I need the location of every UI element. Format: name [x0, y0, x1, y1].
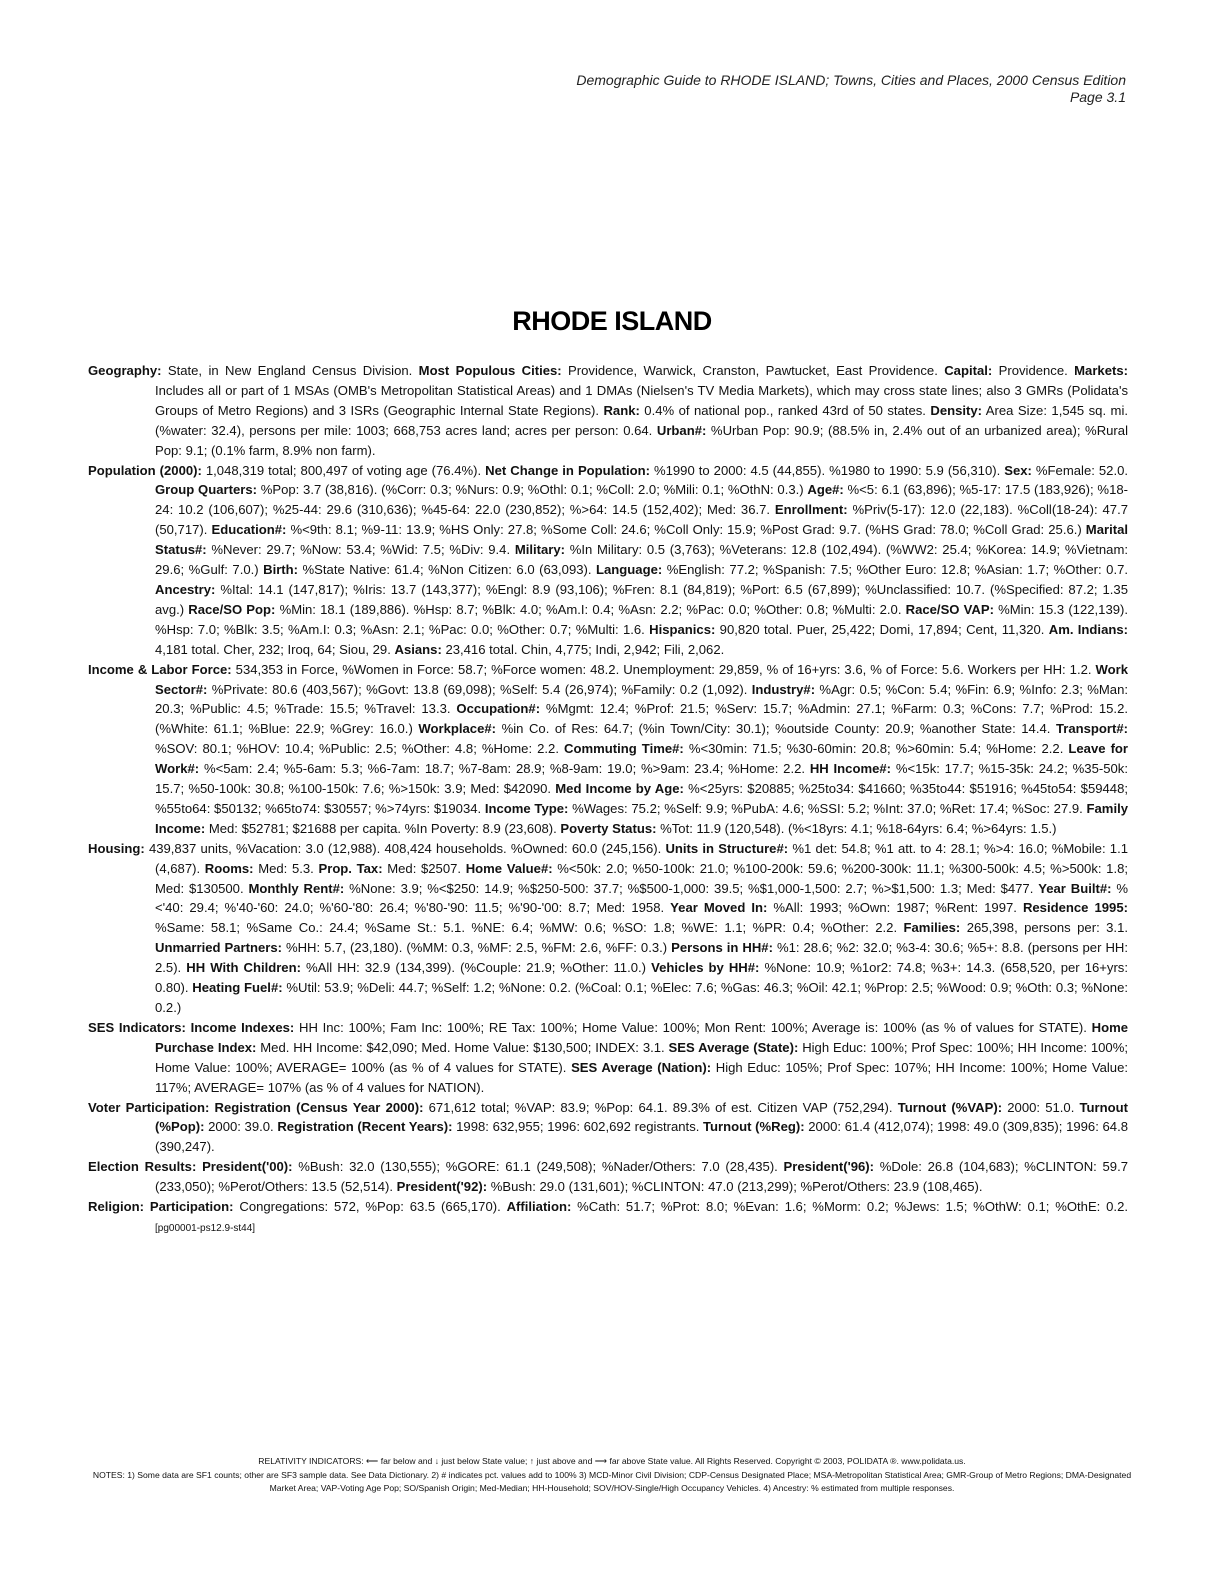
field-label: Enrollment:	[774, 502, 848, 518]
field-value: Includes all or part of 1 MSAs (OMB's Metropolitan Statistical Areas) and 1 DMAs (Nielsen's TV Media Markets), which may cross state lines; also 3 GMRs (Polidata's Groups of Metro Regions) and 3 ISRs (Geographic Internal State Regions).	[155, 382, 1128, 418]
field-value: %<5: 6.1 (63,896); %5-17: 17.5 (183,926); %18-24: 10.2 (106,607); %25-44: 29.6 (310,636); %45-64: 22.0 (230,852); %>64: 14.5 (152,402); Med: 36.7.	[155, 482, 1128, 518]
field-value: %Dole: 26.8 (104,683); %CLINTON: 59.7 (233,050); %Perot/Others: 13.5 (52,514).	[155, 1159, 1128, 1195]
page-code-tag: [pg00001-ps12.9-st44]	[155, 1222, 256, 1234]
section-housing	[88, 839, 1128, 1018]
field-value: %Pop: 3.7 (38,816). (%Corr: 0.3; %Nurs: 0.9; %Othl: 0.1; %Coll: 2.0; %Mili: 0.1; %OthN: 0.3.)	[256, 482, 808, 498]
field-label: Urban#:	[656, 422, 707, 438]
field-value: %Cath: 51.7; %Prot: 8.0; %Evan: 1.6; %Morm: 0.2; %Jews: 1.5; %OthW: 0.1; %OthE: 0.2.	[571, 1199, 1128, 1215]
field-value: %In Military: 0.5 (3,763); %Veterans: 12.8 (102,494). (%WW2: 25.4; %Korea: 14.9; %Vietnam: 29.6; %Gulf: 7.0.)	[155, 542, 1128, 578]
field-value: 4,181 total. Cher, 232; Iroq, 64; Siou, 29.	[155, 641, 395, 657]
field-value: 1,048,319 total; 800,497 of voting age (76.4%).	[201, 462, 486, 478]
field-value: %<5am: 2.4; %5-6am: 5.3; %6-7am: 18.7; %7-8am: 28.9; %8-9am: 19.0; %>9am: 23.4; %Home: 2.2.	[199, 761, 810, 777]
section-voter	[88, 1098, 1128, 1158]
field-label: Education#:	[211, 522, 287, 538]
field-value: 534,353 in Force, %Women in Force: 58.7; %Force women: 48.2. Unemployment: 29,859, % of 16+yrs: 3.6, % of Force: 5.6. Workers per HH: 1.2.	[231, 661, 1096, 677]
field-value: Med: $52781; $21688 per capita. %In Poverty: 8.9 (23,608).	[205, 820, 561, 836]
field-label: Heating Fuel#:	[192, 980, 283, 996]
field-value: %Mgmt: 12.4; %Prof: 21.5; %Serv: 15.7; %Admin: 27.1; %Farm: 0.3; %Cons: 7.7; %Prod: 15.2. (%White: 61.1; %Blue: 22.9; %Grey: 16.0.)	[155, 701, 1128, 737]
field-value: High Educ: 100%; Prof Spec: 100%; HH Income: 100%; Home Value: 100%; AVERAGE= 100% (as % of 4 values for STATE).	[155, 1039, 1128, 1075]
field-label: Race/SO VAP:	[905, 601, 994, 617]
field-label: Population (2000):	[88, 462, 202, 478]
profile-body	[88, 361, 1128, 1239]
field-label: Year Moved In:	[670, 900, 768, 916]
field-label: Income & Labor Force:	[88, 661, 232, 677]
field-label: Occupation#:	[456, 701, 541, 717]
field-value: %Bush: 32.0 (130,555); %GORE: 61.1 (249,508); %Nader/Others: 7.0 (28,435).	[292, 1159, 784, 1175]
field-value: %SOV: 80.1; %HOV: 10.4; %Public: 2.5; %Other: 4.8; %Home: 2.2.	[155, 741, 565, 757]
field-value: %<9th: 8.1; %9-11: 13.9; %HS Only: 27.8; %Some Coll: 24.6; %Coll Only: 15.9; %Post Grad: 9.7. (%HS Grad: 78.0; %Coll Grad: 25.6.)	[286, 522, 1086, 538]
footer-notes: NOTES: 1) Some data are SF1 counts; other are SF3 sample data. See Data Dictionary. 2) # indicates pct. values add to 100% 3) MCD-Minor Civil Division; CDP-Census Designated Place; MSA-Metropolitan Statistical Area; GMR-Group of Metro Regions; DMA-Designated Market Area; VAP-Voting Age Pop; SO/Spanish Origin; Med-Median; HH-Household; SOV/HOV-Single/High Occupancy Vehicles. 4) Ancestry: % estimated from multiple responses.	[92, 1469, 1132, 1493]
field-label: President('96):	[783, 1159, 874, 1175]
field-value: 671,612 total; %VAP: 83.9; %Pop: 64.1. 89.3% of est. Citizen VAP (752,294).	[423, 1099, 898, 1115]
field-label: Language:	[596, 562, 663, 578]
field-value: %1 det: 54.8; %1 att. to 4: 28.1; %>4: 16.0; %Mobile: 1.1 (4,687).	[155, 840, 1129, 876]
field-value: %<15k: 17.7; %15-35k: 24.2; %35-50k: 15.7; %50-100k: 30.8; %100-150k: 7.6; %>150k: 3.9; Med: $42090.	[155, 761, 1128, 797]
field-value: Congregations: 572, %Pop: 63.5 (665,170).	[233, 1199, 507, 1215]
field-label: Med Income by Age:	[555, 781, 684, 797]
field-label: Year Built#:	[1038, 880, 1112, 896]
field-label: SES Indicators:	[88, 1019, 186, 1035]
field-label: SES Average (Nation):	[571, 1059, 712, 1075]
field-value: %Util: 53.9; %Deli: 44.7; %Self: 1.2; %None: 0.2. (%Coal: 0.1; %Elec: 7.6; %Gas: 46.3; %Oil: 42.1; %Prop: 2.5; %Wood: 0.9; %Oth: 0.3; %None: 0.2.)	[155, 980, 1128, 1015]
field-label: Family Income:	[155, 800, 1129, 836]
field-value: %Agr: 0.5; %Con: 5.4; %Fin: 6.9; %Info: 2.3; %Man: 20.3; %Public: 4.5; %Trade: 15.5; %Travel: 13.3.	[155, 681, 1128, 717]
field-value: %None: 10.9; %1or2: 74.8; %3+: 14.3. (658,520, per 16+yrs: 0.80).	[155, 960, 1128, 996]
field-value: %<30min: 71.5; %30-60min: 20.8; %>60min: 5.4; %Home: 2.2.	[683, 741, 1069, 757]
field-label: Transport#:	[1055, 721, 1128, 737]
field-label: Poverty Status:	[560, 820, 657, 836]
field-value: %HH: 5.7, (23,180). (%MM: 0.3, %MF: 2.5, %FM: 2.6, %FF: 0.3.)	[281, 940, 672, 956]
section-income-labor	[88, 660, 1128, 839]
section-population	[88, 461, 1128, 660]
field-value: Med: $2507.	[382, 860, 466, 876]
field-label: Industry#:	[751, 681, 816, 697]
field-value: %English: 77.2; %Spanish: 7.5; %Other Euro: 12.8; %Asian: 1.7; %Other: 0.7.	[662, 562, 1128, 578]
field-value: %Min: 15.3 (122,139). %Hsp: 7.0; %Blk: 3.5; %Am.I: 0.3; %Asn: 2.1; %Pac: 0.0; %Other: 0.7; %Multi: 1.6.	[155, 601, 1129, 637]
field-label: Markets:	[1074, 363, 1128, 378]
section-geography	[88, 361, 1128, 461]
field-value: Area Size: 1,545 sq. mi. (%water: 32.4), persons per mile: 1003; 668,753 acres land; acres per person: 0.64.	[155, 402, 1129, 438]
section-religion	[88, 1197, 1128, 1239]
field-value: Providence.	[992, 363, 1075, 378]
field-label: HH Income#:	[809, 761, 892, 777]
field-label: SES Average (State):	[668, 1039, 799, 1055]
field-value: %None: 3.9; %<$250: 14.9; %$250-500: 37.7; %$500-1,000: 39.5; %$1,000-1,500: 2.7; %>$1,500: 1.3; Med: $477.	[344, 880, 1039, 896]
field-label: Home Purchase Index:	[155, 1019, 1128, 1055]
field-value: HH Inc: 100%; Fam Inc: 100%; RE Tax: 100%; Home Value: 100%; Mon Rent: 100%; Average is: 100% (as % of values for STATE).	[294, 1019, 1092, 1035]
field-value: 265,398, persons per: 3.1.	[960, 920, 1128, 936]
field-value: %State Native: 61.4; %Non Citizen: 6.0 (63,093).	[298, 562, 597, 578]
field-label: Birth:	[263, 562, 299, 578]
field-label: Rank:	[603, 402, 640, 418]
field-label: Income Type:	[484, 800, 569, 816]
field-label: Marital Status#:	[155, 522, 1128, 558]
field-label: Sex:	[1004, 462, 1032, 478]
field-label: Density:	[930, 402, 983, 418]
field-value: %All: 1993; %Own: 1987; %Rent: 1997.	[767, 900, 1023, 916]
field-label: Unmarried Partners:	[155, 940, 282, 956]
field-label: Registration (Census Year 2000):	[214, 1099, 424, 1115]
field-label: Hispanics:	[649, 621, 716, 637]
field-label: Am. Indians:	[1048, 621, 1128, 637]
field-value: %Female: 52.0.	[1031, 462, 1128, 478]
field-value: 23,416 total. Chin, 4,775; Indi, 2,942; Fili, 2,062.	[441, 641, 725, 657]
field-label: Rooms:	[204, 860, 254, 876]
footer	[90, 1455, 1134, 1496]
field-value: %Bush: 29.0 (131,601); %CLINTON: 47.0 (213,299); %Perot/Others: 23.9 (108,465).	[487, 1179, 983, 1195]
field-label: Affiliation:	[506, 1199, 572, 1215]
page-title: RHODE ISLAND	[512, 306, 712, 336]
page-number: Page 3.1	[1069, 89, 1126, 105]
running-header	[576, 72, 1126, 106]
field-label: Voter Participation:	[88, 1099, 210, 1115]
field-label: Residence 1995:	[1022, 900, 1128, 916]
field-value: 439,837 units, %Vacation: 3.0 (12,988). 408,424 households. %Owned: 60.0 (245,156).	[144, 840, 666, 856]
field-value: %1: 28.6; %2: 32.0; %3-4: 30.6; %5+: 8.8. (persons per HH: 2.5).	[155, 940, 1128, 976]
field-label: Workplace#:	[418, 721, 496, 737]
field-label: Religion:	[88, 1199, 145, 1215]
field-value: %Tot: 11.9 (120,548). (%<18yrs: 4.1; %18-64yrs: 6.4; %>64yrs: 1.5.)	[656, 820, 1057, 836]
field-value: State, in New England Census Division.	[161, 363, 419, 378]
field-label: Housing:	[88, 840, 145, 856]
field-value: %Wages: 75.2; %Self: 9.9; %PubA: 4.6; %SSI: 5.2; %Int: 37.0; %Ret: 17.4; %Soc: 27.9.	[568, 800, 1087, 816]
field-label: President('00):	[202, 1159, 293, 1175]
field-label: Group Quarters:	[155, 482, 257, 498]
field-value: %All HH: 32.9 (134,399). (%Couple: 21.9; %Other: 11.0.)	[300, 960, 652, 976]
field-value: %in Co. of Res: 64.7; (%in Town/City: 30.1); %outside County: 20.9; %another State: 14.4.	[496, 721, 1056, 737]
field-label: Monthly Rent#:	[248, 880, 345, 896]
running-header-title: Demographic Guide to RHODE ISLAND; Towns, Cities and Places, 2000 Census Edition	[576, 72, 1126, 88]
field-label: Turnout (%VAP):	[897, 1099, 1003, 1115]
field-label: President('92):	[396, 1179, 488, 1195]
field-label: Vehicles by HH#:	[651, 960, 760, 976]
field-value: %1990 to 2000: 4.5 (44,855). %1980 to 1990: 5.9 (56,310).	[649, 462, 1005, 478]
field-value: 90,820 total. Puer, 25,422; Domi, 17,894; Cent, 11,320.	[715, 621, 1049, 637]
field-value: High Educ: 105%; Prof Spec: 107%; HH Income: 100%; Home Value: 117%; AVERAGE= 107% (as % of 4 values for NATION).	[155, 1059, 1129, 1095]
field-label: Turnout (%Reg):	[703, 1119, 805, 1135]
field-value: %<50k: 2.0; %50-100k: 21.0; %100-200k: 59.6; %200-300k: 11.1; %300-500k: 4.5; %>500k: 1.8; Med: $130500.	[155, 860, 1128, 896]
field-value: 2000: 51.0.	[1002, 1099, 1080, 1115]
field-label: Commuting Time#:	[564, 741, 684, 757]
field-label: Persons in HH#:	[671, 940, 773, 956]
field-label: Leave for Work#:	[155, 741, 1129, 777]
field-value: %Private: 80.6 (403,567); %Govt: 13.8 (69,098); %Self: 5.4 (26,974); %Family: 0.2 (1,092).	[207, 681, 752, 697]
field-label: Units in Structure#:	[665, 840, 789, 856]
field-value: 1998: 632,955; 1996: 602,692 registrants.	[452, 1119, 704, 1135]
field-value: 2000: 61.4 (412,074); 1998: 49.0 (309,835); 1996: 64.8 (390,247).	[155, 1119, 1128, 1155]
field-label: Most Populous Cities:	[418, 363, 562, 378]
field-label: Asians:	[394, 641, 442, 657]
field-value: %<25yrs: $20885; %25to34: $41660; %35to44: $51916; %45to54: $59448; %55to64: $50132; %65to74: $30557; %>74yrs: $19034.	[155, 781, 1129, 816]
field-label: Military:	[514, 542, 566, 558]
footer-relativity-indicators: RELATIVITY INDICATORS: ⟵ far below and ↓ just below State value; ↑ just above and ⟶ far above State value. All Rights Reserved. Copyright © 2003, POLIDATA ®. www.polidata.us.	[258, 1456, 966, 1466]
field-label: Income Indexes:	[190, 1019, 295, 1035]
field-label: Election Results:	[88, 1159, 197, 1175]
field-value: 2000: 39.0.	[204, 1119, 278, 1135]
field-label: Age#:	[807, 482, 844, 498]
field-label: Race/SO Pop:	[188, 601, 276, 617]
field-label: Prop. Tax:	[318, 860, 383, 876]
field-label: Work Sector#:	[155, 661, 1128, 697]
field-label: Families:	[903, 920, 961, 936]
field-value: %Ital: 14.1 (147,817); %Iris: 13.7 (143,377); %Engl: 8.9 (93,106); %Fren: 8.1 (84,819); %Port: 6.5 (67,899); %Unclassified: 10.7. (%Specified: 87.2; 1.35 avg.)	[155, 581, 1128, 617]
field-value: %Min: 18.1 (189,886). %Hsp: 8.7; %Blk: 4.0; %Am.I: 0.4; %Asn: 2.2; %Pac: 0.0; %Other: 0.8; %Multi: 2.0.	[275, 601, 906, 617]
field-value: %Urban Pop: 90.9; (88.5% in, 2.4% out of an urbanized area); %Rural Pop: 9.1; (0.1% farm, 8.9% non farm).	[155, 422, 1128, 458]
section-ses	[88, 1018, 1128, 1098]
section-election	[88, 1157, 1128, 1197]
field-label: Home Value#:	[465, 860, 553, 876]
field-label: Net Change in Population:	[485, 462, 650, 478]
field-value: Med: 5.3.	[253, 860, 319, 876]
field-label: Capital:	[944, 363, 993, 378]
field-value: Providence, Warwick, Cranston, Pawtucket, East Providence.	[561, 363, 945, 378]
field-value: %Priv(5-17): 12.0 (22,183). %Coll(18-24): 47.7 (50,717).	[155, 502, 1128, 538]
field-value: %Never: 29.7; %Now: 53.4; %Wid: 7.5; %Div: 9.4.	[206, 542, 515, 558]
field-value: %<'40: 29.4; %'40-'60: 24.0; %'60-'80: 26.4; %'80-'90: 11.5; %'90-'00: 8.7; Med: 1958.	[155, 880, 1129, 916]
field-label: Participation:	[149, 1199, 234, 1215]
field-label: Geography:	[88, 363, 162, 378]
field-label: Turnout (%Pop):	[155, 1099, 1129, 1135]
field-value: 0.4% of national pop., ranked 43rd of 50 states.	[639, 402, 931, 418]
field-label: Registration (Recent Years):	[277, 1119, 453, 1135]
field-value: %Same: 58.1; %Same Co.: 24.4; %Same St.: 5.1. %NE: 6.4; %MW: 0.6; %SO: 1.8; %WE: 1.1; %PR: 0.4; %Other: 2.2.	[155, 920, 904, 936]
field-label: HH With Children:	[186, 960, 301, 976]
field-label: Ancestry:	[155, 581, 216, 597]
field-value: Med. HH Income: $42,090; Med. Home Value: $130,500; INDEX: 3.1.	[256, 1039, 669, 1055]
